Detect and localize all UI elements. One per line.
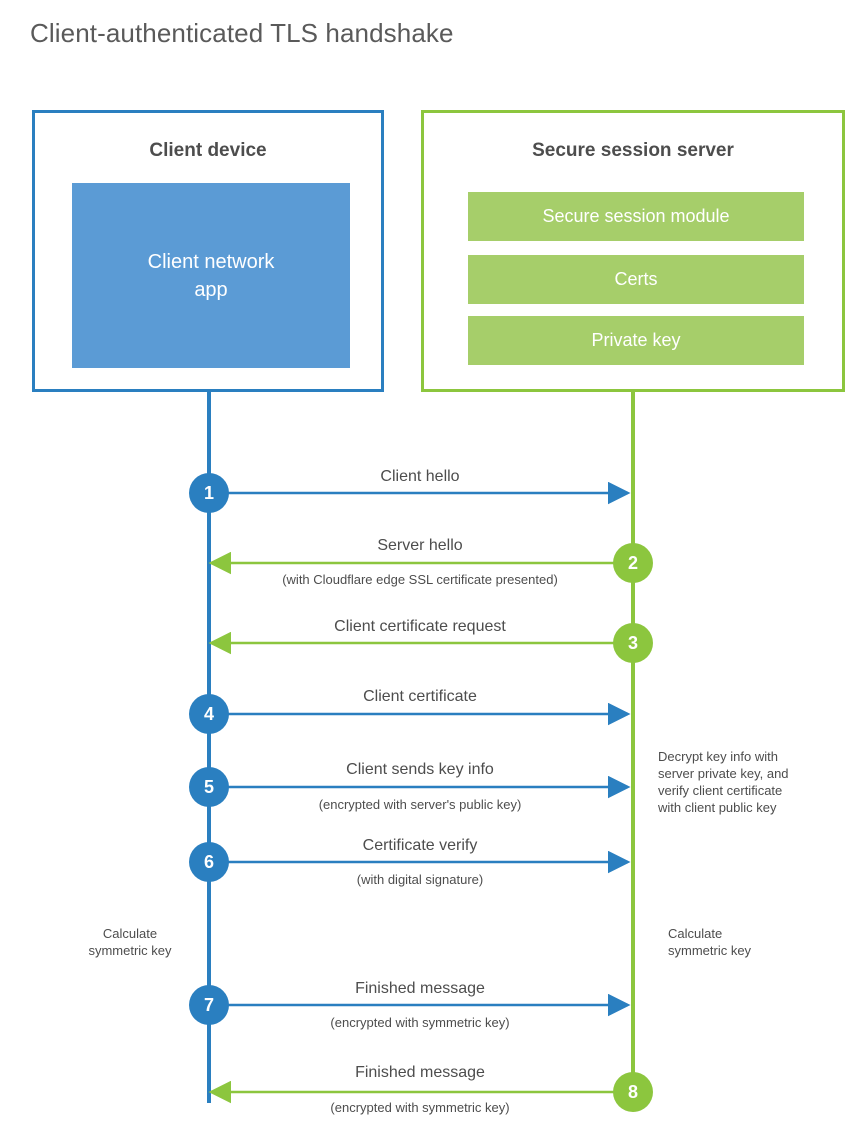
secure-session-server-title: Secure session server [532, 140, 734, 161]
client-network-app-box [72, 183, 350, 368]
message-label-7: Finished message [355, 980, 485, 997]
message-sub-5: (encrypted with server's public key) [318, 797, 522, 812]
note-line: symmetric key [668, 943, 752, 958]
message-label-8: Finished message [355, 1064, 485, 1081]
note-line: Calculate [668, 926, 723, 941]
note-line: symmetric key [88, 943, 172, 958]
message-label-4: Client certificate [363, 688, 477, 705]
note-line: Decrypt key info with [658, 749, 778, 764]
step-number: 1 [203, 482, 214, 503]
message-label-2: Server hello [377, 537, 463, 554]
step-number: 4 [203, 703, 214, 724]
server-item-label: Secure session module [542, 206, 730, 226]
server-item-label: Private key [591, 330, 681, 350]
message-label-3: Client certificate request [334, 618, 506, 635]
server-item-secure-session-module [468, 192, 804, 241]
client-app-label-line2: app [194, 278, 228, 301]
step-number: 2 [627, 552, 638, 573]
message-label-5: Client sends key info [346, 761, 494, 778]
message-sub-7: (encrypted with symmetric key) [330, 1015, 510, 1030]
step-number: 3 [627, 632, 638, 653]
step-number: 6 [203, 851, 214, 872]
note-server-decrypt [658, 748, 838, 816]
server-lifeline [631, 392, 635, 1095]
page-title: Client-authenticated TLS handshake [30, 18, 454, 48]
secure-session-server-panel [421, 110, 845, 392]
note-line: with client public key [658, 800, 777, 815]
server-item-certs [468, 255, 804, 304]
message-label-1: Client hello [380, 468, 460, 485]
client-device-panel [32, 110, 384, 392]
step-number: 8 [627, 1081, 638, 1102]
server-item-private-key [468, 316, 804, 365]
client-device-title: Client device [149, 140, 267, 161]
note-server-symmetric-key [668, 925, 828, 959]
note-client-symmetric-key [60, 925, 200, 959]
note-line: verify client certificate [658, 783, 783, 798]
step-number: 7 [203, 994, 214, 1015]
message-sub-8: (encrypted with symmetric key) [330, 1100, 510, 1115]
message-sub-2: (with Cloudflare edge SSL certificate presented) [282, 572, 558, 587]
message-sub-6: (with digital signature) [356, 872, 484, 887]
note-line: Calculate [102, 926, 158, 941]
server-item-label: Certs [614, 269, 658, 289]
message-label-6: Certificate verify [362, 837, 478, 854]
note-line: server private key, and [658, 766, 789, 781]
client-app-label-line1: Client network [147, 250, 275, 273]
step-number: 5 [203, 776, 214, 797]
